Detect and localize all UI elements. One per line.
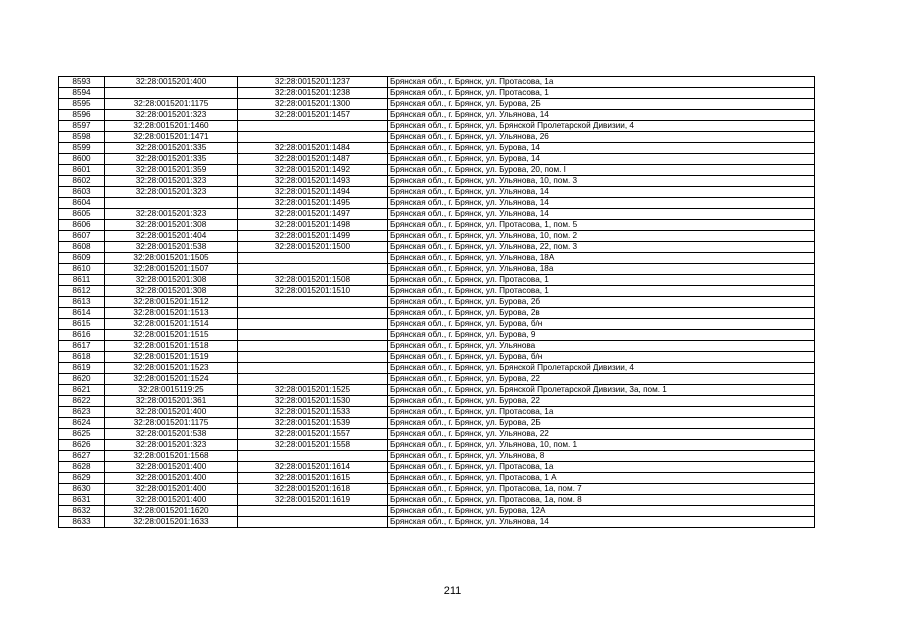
address-cell: Брянская обл., г. Брянск, ул. Ульянова, 10, пом. 1	[388, 440, 815, 451]
table-row	[59, 154, 815, 165]
row-number-cell: 8603	[59, 187, 105, 198]
address-cell: Брянская обл., г. Брянск, ул. Бурова, 22	[388, 396, 815, 407]
parent-cadastral-cell: 32:28:0015201:1568	[105, 451, 238, 462]
parent-cadastral-cell: 32:28:0015201:400	[105, 473, 238, 484]
row-number-cell: 8596	[59, 110, 105, 121]
table-body	[59, 77, 815, 528]
parent-cadastral-cell: 32:28:0015201:538	[105, 242, 238, 253]
row-number-cell: 8630	[59, 484, 105, 495]
address-cell: Брянская обл., г. Брянск, ул. Протасова, 1	[388, 88, 815, 99]
address-cell: Брянская обл., г. Брянск, ул. Бурова, б/н	[388, 319, 815, 330]
row-number-cell: 8597	[59, 121, 105, 132]
address-cell: Брянская обл., г. Брянск, ул. Ульянова, 10, пом. 3	[388, 176, 815, 187]
address-cell: Брянская обл., г. Брянск, ул. Протасова, 1а	[388, 462, 815, 473]
row-number-cell: 8633	[59, 517, 105, 528]
cadastral-number-cell: 32:28:0015201:1533	[238, 407, 388, 418]
cadastral-number-cell	[238, 374, 388, 385]
row-number-cell: 8606	[59, 220, 105, 231]
cadastral-number-cell: 32:28:0015201:1484	[238, 143, 388, 154]
cadastral-number-cell: 32:28:0015201:1497	[238, 209, 388, 220]
table-row	[59, 264, 815, 275]
table-row	[59, 484, 815, 495]
table-row	[59, 374, 815, 385]
row-number-cell: 8631	[59, 495, 105, 506]
table-row	[59, 99, 815, 110]
parent-cadastral-cell: 32:28:0015201:308	[105, 275, 238, 286]
row-number-cell: 8615	[59, 319, 105, 330]
address-cell: Брянская обл., г. Брянск, ул. Бурова, б/н	[388, 352, 815, 363]
cadastral-number-cell	[238, 253, 388, 264]
cadastral-number-cell: 32:28:0015201:1614	[238, 462, 388, 473]
row-number-cell: 8626	[59, 440, 105, 451]
table-row	[59, 407, 815, 418]
table-row	[59, 363, 815, 374]
table-row	[59, 517, 815, 528]
row-number-cell: 8602	[59, 176, 105, 187]
address-cell: Брянская обл., г. Брянск, ул. Бурова, 9	[388, 330, 815, 341]
row-number-cell: 8623	[59, 407, 105, 418]
row-number-cell: 8621	[59, 385, 105, 396]
table-row	[59, 506, 815, 517]
address-cell: Брянская обл., г. Брянск, ул. Протасова, 1	[388, 286, 815, 297]
address-cell: Брянская обл., г. Брянск, ул. Ульянова, 14	[388, 209, 815, 220]
parent-cadastral-cell: 32:28:0015201:323	[105, 440, 238, 451]
parent-cadastral-cell: 32:28:0015201:323	[105, 110, 238, 121]
parent-cadastral-cell: 32:28:0015201:1505	[105, 253, 238, 264]
address-cell: Брянская обл., г. Брянск, ул. Ульянова, 14	[388, 187, 815, 198]
table-row	[59, 110, 815, 121]
row-number-cell: 8594	[59, 88, 105, 99]
row-number-cell: 8616	[59, 330, 105, 341]
parent-cadastral-cell: 32:28:0015201:1514	[105, 319, 238, 330]
parent-cadastral-cell: 32:28:0015201:323	[105, 176, 238, 187]
address-cell: Брянская обл., г. Брянск, ул. Ульянова, 8	[388, 451, 815, 462]
address-cell: Брянская обл., г. Брянск, ул. Ульянова, 22	[388, 429, 815, 440]
parent-cadastral-cell: 32:28:0015201:400	[105, 462, 238, 473]
cadastral-number-cell: 32:28:0015201:1539	[238, 418, 388, 429]
row-number-cell: 8617	[59, 341, 105, 352]
cadastral-number-cell	[238, 352, 388, 363]
parent-cadastral-cell: 32:28:0015201:361	[105, 396, 238, 407]
table-row	[59, 275, 815, 286]
row-number-cell: 8622	[59, 396, 105, 407]
table-row	[59, 220, 815, 231]
address-cell: Брянская обл., г. Брянск, ул. Брянской Пролетарской Дивизии, 4	[388, 363, 815, 374]
row-number-cell: 8608	[59, 242, 105, 253]
table-row	[59, 330, 815, 341]
cadastral-table	[58, 76, 815, 528]
parent-cadastral-cell: 32:28:0015201:1513	[105, 308, 238, 319]
address-cell: Брянская обл., г. Брянск, ул. Ульянова, 14	[388, 110, 815, 121]
cadastral-number-cell: 32:28:0015201:1498	[238, 220, 388, 231]
address-cell: Брянская обл., г. Брянск, ул. Протасова, 1 А	[388, 473, 815, 484]
address-cell: Брянская обл., г. Брянск, ул. Протасова, 1, пом. 5	[388, 220, 815, 231]
table-row	[59, 352, 815, 363]
row-number-cell: 8624	[59, 418, 105, 429]
cadastral-number-cell: 32:28:0015201:1238	[238, 88, 388, 99]
table-row	[59, 429, 815, 440]
cadastral-number-cell: 32:28:0015201:1558	[238, 440, 388, 451]
row-number-cell: 8619	[59, 363, 105, 374]
parent-cadastral-cell: 32:28:0015201:1507	[105, 264, 238, 275]
address-cell: Брянская обл., г. Брянск, ул. Бурова, 14	[388, 143, 815, 154]
address-cell: Брянская обл., г. Брянск, ул. Бурова, 14	[388, 154, 815, 165]
row-number-cell: 8620	[59, 374, 105, 385]
cadastral-number-cell: 32:28:0015201:1499	[238, 231, 388, 242]
table-row	[59, 297, 815, 308]
address-cell: Брянская обл., г. Брянск, ул. Бурова, 22	[388, 374, 815, 385]
address-cell: Брянская обл., г. Брянск, ул. Протасова, 1	[388, 275, 815, 286]
table-row	[59, 165, 815, 176]
table-row	[59, 319, 815, 330]
address-cell: Брянская обл., г. Брянск, ул. Брянской Пролетарской Дивизии, 3а, пом. 1	[388, 385, 815, 396]
cadastral-number-cell: 32:28:0015201:1237	[238, 77, 388, 88]
table-row	[59, 440, 815, 451]
parent-cadastral-cell: 32:28:0015119:25	[105, 385, 238, 396]
cadastral-number-cell: 32:28:0015201:1493	[238, 176, 388, 187]
cadastral-number-cell	[238, 363, 388, 374]
cadastral-number-cell: 32:28:0015201:1618	[238, 484, 388, 495]
cadastral-number-cell: 32:28:0015201:1487	[238, 154, 388, 165]
parent-cadastral-cell: 32:28:0015201:1633	[105, 517, 238, 528]
address-cell: Брянская обл., г. Брянск, ул. Ульянова, 22, пом. 3	[388, 242, 815, 253]
cadastral-number-cell	[238, 330, 388, 341]
cadastral-number-cell: 32:28:0015201:1510	[238, 286, 388, 297]
table-row	[59, 132, 815, 143]
cadastral-number-cell	[238, 132, 388, 143]
cadastral-number-cell	[238, 451, 388, 462]
row-number-cell: 8614	[59, 308, 105, 319]
parent-cadastral-cell: 32:28:0015201:323	[105, 187, 238, 198]
row-number-cell: 8611	[59, 275, 105, 286]
row-number-cell: 8625	[59, 429, 105, 440]
cadastral-number-cell	[238, 341, 388, 352]
row-number-cell: 8600	[59, 154, 105, 165]
cadastral-number-cell: 32:28:0015201:1457	[238, 110, 388, 121]
parent-cadastral-cell: 32:28:0015201:1460	[105, 121, 238, 132]
cadastral-number-cell	[238, 297, 388, 308]
address-cell: Брянская обл., г. Брянск, ул. Бурова, 12А	[388, 506, 815, 517]
cadastral-number-cell: 32:28:0015201:1494	[238, 187, 388, 198]
table-row	[59, 385, 815, 396]
cadastral-number-cell	[238, 506, 388, 517]
row-number-cell: 8605	[59, 209, 105, 220]
address-cell: Брянская обл., г. Брянск, ул. Ульянова, 14	[388, 198, 815, 209]
parent-cadastral-cell	[105, 198, 238, 209]
parent-cadastral-cell: 32:28:0015201:335	[105, 143, 238, 154]
table-row	[59, 77, 815, 88]
address-cell: Брянская обл., г. Брянск, ул. Ульянова, 18а	[388, 264, 815, 275]
cadastral-number-cell: 32:28:0015201:1300	[238, 99, 388, 110]
cadastral-number-cell: 32:28:0015201:1525	[238, 385, 388, 396]
parent-cadastral-cell: 32:28:0015201:1175	[105, 418, 238, 429]
parent-cadastral-cell: 32:28:0015201:400	[105, 495, 238, 506]
address-cell: Брянская обл., г. Брянск, ул. Бурова, 2б	[388, 297, 815, 308]
cadastral-number-cell	[238, 319, 388, 330]
table-row	[59, 209, 815, 220]
address-cell: Брянская обл., г. Брянск, ул. Брянской Пролетарской Дивизии, 4	[388, 121, 815, 132]
table-row	[59, 495, 815, 506]
parent-cadastral-cell: 32:28:0015201:1471	[105, 132, 238, 143]
parent-cadastral-cell: 32:28:0015201:1524	[105, 374, 238, 385]
parent-cadastral-cell: 32:28:0015201:1515	[105, 330, 238, 341]
cadastral-number-cell: 32:28:0015201:1492	[238, 165, 388, 176]
row-number-cell: 8604	[59, 198, 105, 209]
address-cell: Брянская обл., г. Брянск, ул. Протасова, 1а, пом. 8	[388, 495, 815, 506]
row-number-cell: 8628	[59, 462, 105, 473]
row-number-cell: 8632	[59, 506, 105, 517]
table-row	[59, 451, 815, 462]
address-cell: Брянская обл., г. Брянск, ул. Ульянова, 14	[388, 517, 815, 528]
cadastral-number-cell	[238, 308, 388, 319]
table-row	[59, 341, 815, 352]
table-row	[59, 198, 815, 209]
cadastral-number-cell: 32:28:0015201:1495	[238, 198, 388, 209]
parent-cadastral-cell: 32:28:0015201:404	[105, 231, 238, 242]
table-row	[59, 462, 815, 473]
table-row	[59, 121, 815, 132]
table-row	[59, 473, 815, 484]
cadastral-number-cell: 32:28:0015201:1619	[238, 495, 388, 506]
row-number-cell: 8599	[59, 143, 105, 154]
row-number-cell: 8609	[59, 253, 105, 264]
table-row	[59, 253, 815, 264]
parent-cadastral-cell: 32:28:0015201:1518	[105, 341, 238, 352]
table-row	[59, 88, 815, 99]
address-cell: Брянская обл., г. Брянск, ул. Ульянова, 10, пом. 2	[388, 231, 815, 242]
address-cell: Брянская обл., г. Брянск, ул. Ульянова	[388, 341, 815, 352]
address-cell: Брянская обл., г. Брянск, ул. Протасова, 1а, пом. 7	[388, 484, 815, 495]
parent-cadastral-cell: 32:28:0015201:323	[105, 209, 238, 220]
cadastral-number-cell: 32:28:0015201:1615	[238, 473, 388, 484]
table-row	[59, 176, 815, 187]
row-number-cell: 8613	[59, 297, 105, 308]
parent-cadastral-cell: 32:28:0015201:359	[105, 165, 238, 176]
parent-cadastral-cell: 32:28:0015201:308	[105, 220, 238, 231]
cadastral-number-cell: 32:28:0015201:1500	[238, 242, 388, 253]
address-cell: Брянская обл., г. Брянск, ул. Бурова, 20, пом. I	[388, 165, 815, 176]
row-number-cell: 8618	[59, 352, 105, 363]
table-row	[59, 308, 815, 319]
parent-cadastral-cell: 32:28:0015201:1512	[105, 297, 238, 308]
cadastral-number-cell	[238, 121, 388, 132]
parent-cadastral-cell: 32:28:0015201:538	[105, 429, 238, 440]
page-number: 211	[443, 585, 462, 597]
parent-cadastral-cell: 32:28:0015201:1523	[105, 363, 238, 374]
row-number-cell: 8595	[59, 99, 105, 110]
parent-cadastral-cell: 32:28:0015201:400	[105, 484, 238, 495]
row-number-cell: 8598	[59, 132, 105, 143]
table-row	[59, 418, 815, 429]
row-number-cell: 8627	[59, 451, 105, 462]
cadastral-number-cell: 32:28:0015201:1508	[238, 275, 388, 286]
address-cell: Брянская обл., г. Брянск, ул. Бурова, 2Б	[388, 99, 815, 110]
address-cell: Брянская обл., г. Брянск, ул. Бурова, 2Б	[388, 418, 815, 429]
parent-cadastral-cell: 32:28:0015201:335	[105, 154, 238, 165]
cadastral-number-cell: 32:28:0015201:1530	[238, 396, 388, 407]
cadastral-number-cell	[238, 517, 388, 528]
row-number-cell: 8593	[59, 77, 105, 88]
row-number-cell: 8601	[59, 165, 105, 176]
row-number-cell: 8629	[59, 473, 105, 484]
address-cell: Брянская обл., г. Брянск, ул. Ульянова, 26	[388, 132, 815, 143]
address-cell: Брянская обл., г. Брянск, ул. Ульянова, 18А	[388, 253, 815, 264]
parent-cadastral-cell: 32:28:0015201:400	[105, 407, 238, 418]
parent-cadastral-cell: 32:28:0015201:1175	[105, 99, 238, 110]
row-number-cell: 8612	[59, 286, 105, 297]
table-row	[59, 286, 815, 297]
parent-cadastral-cell	[105, 88, 238, 99]
parent-cadastral-cell: 32:28:0015201:400	[105, 77, 238, 88]
cadastral-number-cell	[238, 264, 388, 275]
parent-cadastral-cell: 32:28:0015201:1620	[105, 506, 238, 517]
parent-cadastral-cell: 32:28:0015201:308	[105, 286, 238, 297]
cadastral-number-cell: 32:28:0015201:1557	[238, 429, 388, 440]
row-number-cell: 8607	[59, 231, 105, 242]
table-row	[59, 143, 815, 154]
table-row	[59, 231, 815, 242]
table-row	[59, 187, 815, 198]
address-cell: Брянская обл., г. Брянск, ул. Протасова, 1а	[388, 77, 815, 88]
address-cell: Брянская обл., г. Брянск, ул. Бурова, 2в	[388, 308, 815, 319]
table-row	[59, 242, 815, 253]
row-number-cell: 8610	[59, 264, 105, 275]
address-cell: Брянская обл., г. Брянск, ул. Протасова, 1а	[388, 407, 815, 418]
table-row	[59, 396, 815, 407]
parent-cadastral-cell: 32:28:0015201:1519	[105, 352, 238, 363]
